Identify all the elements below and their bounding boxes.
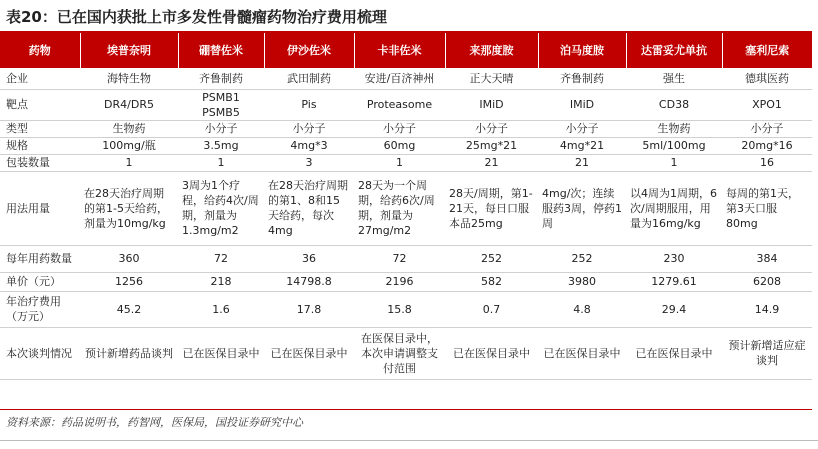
row-label: 本次谈判情况 [0,327,80,379]
table-cell: 3 [264,154,354,171]
table-title: 表20：已在国内获批上市多发性骨髓瘤药物治疗费用梳理 [6,8,387,26]
table-row [0,137,812,154]
column-header: 达雷妥尤单抗 [626,33,722,68]
table-cell: 25mg*21 [445,137,538,154]
table-cell: 安进/百济神州 [354,68,445,89]
table-cell: 生物药 [626,120,722,137]
row-label: 每年用药数量 [0,245,80,272]
row-label: 单价（元） [0,272,80,291]
table-cell: 4mg*21 [538,137,626,154]
source-note: 资料来源：药品说明书，药智网，医保局，国投证券研究中心 [6,416,303,429]
table-cell: 252 [538,245,626,272]
table-cell: 已在医保目录中 [538,327,626,379]
column-header: 埃普奈明 [80,33,178,68]
table-cell: 45.2 [80,291,178,327]
column-header: 硼替佐米 [178,33,264,68]
table-row [0,291,812,327]
table-cell: 预计新增适应症谈判 [722,327,812,379]
table-row [0,171,812,245]
table-cell: 6208 [722,272,812,291]
table-cell: 17.8 [264,291,354,327]
table-cell: 正大天晴 [445,68,538,89]
table-cell: 14798.8 [264,272,354,291]
table-cell: 582 [445,272,538,291]
table-cell: 20mg*16 [722,137,812,154]
table-cell: IMiD [445,89,538,120]
table-cell: 5ml/100mg [626,137,722,154]
table-cell: 384 [722,245,812,272]
table-cell: 预计新增药品谈判 [80,327,178,379]
column-header: 泊马度胺 [538,33,626,68]
column-header: 药物 [0,33,80,68]
table-cell: 小分子 [264,120,354,137]
table-cell: 3.5mg [178,137,264,154]
table-cell: 3980 [538,272,626,291]
table-cell: DR4/DR5 [80,89,178,120]
table-bottom-rule [0,409,812,410]
table-cell: 1 [178,154,264,171]
table-row [0,89,812,120]
table-row [0,154,812,171]
table-cell: 21 [445,154,538,171]
table-row [0,272,812,291]
row-label: 年治疗费用（万元） [0,291,80,327]
header-row [0,33,812,68]
table-row [0,68,812,89]
table-cell: 3周为1个疗程，给药4次/周期，剂量为1.3mg/m2 [178,171,264,245]
row-label: 用法用量 [0,171,80,245]
table-cell: 已在医保目录中 [626,327,722,379]
table-cell: 16 [722,154,812,171]
table-cell: PSMB1 PSMB5 [178,89,264,120]
table-cell: 2196 [354,272,445,291]
table-cell: 在28天治疗周期的第1、8和15天给药，每次4mg [264,171,354,245]
footer-rule [0,440,818,441]
column-header: 来那度胺 [445,33,538,68]
table-cell: 28天为一个周期，给药6次/周期，剂量为27mg/m2 [354,171,445,245]
table-cell: 36 [264,245,354,272]
column-header: 伊沙佐米 [264,33,354,68]
table-cell: IMiD [538,89,626,120]
table-cell: 1 [80,154,178,171]
table-cell: CD38 [626,89,722,120]
table-cell: 72 [354,245,445,272]
table-cell: 60mg [354,137,445,154]
table-cell: 小分子 [722,120,812,137]
table-cell: 齐鲁制药 [538,68,626,89]
table-cell: 29.4 [626,291,722,327]
table-cell: 已在医保目录中 [178,327,264,379]
table-cell: 已在医保目录中 [264,327,354,379]
table-cell: 武田制药 [264,68,354,89]
table-cell: 小分子 [445,120,538,137]
table-cell: 230 [626,245,722,272]
table-row [0,245,812,272]
table-cell: 小分子 [354,120,445,137]
table-cell: 小分子 [538,120,626,137]
table-cell: 0.7 [445,291,538,327]
table-cell: 海特生物 [80,68,178,89]
table-cell: 28天/周期，第1-21天，每日口服本品25mg [445,171,538,245]
table-cell: 强生 [626,68,722,89]
table-cell: 齐鲁制药 [178,68,264,89]
table-row [0,327,812,379]
table-cell: 1.6 [178,291,264,327]
table-cell: 21 [538,154,626,171]
table-cell: 218 [178,272,264,291]
table-cell: 已在医保目录中 [445,327,538,379]
table-cell: 1 [626,154,722,171]
table-cell: XPO1 [722,89,812,120]
table-cell: 1256 [80,272,178,291]
row-label: 包装数量 [0,154,80,171]
drug-cost-table [0,33,812,380]
table-cell: 生物药 [80,120,178,137]
table-cell: 4mg*3 [264,137,354,154]
table-cell: Proteasome [354,89,445,120]
table-cell: 15.8 [354,291,445,327]
column-header: 卡非佐米 [354,33,445,68]
table-cell: 以4周为1周期，6次/周期服用，用量为16mg/kg [626,171,722,245]
table-cell: 在28天治疗周期的第1-5天给药，剂量为10mg/kg [80,171,178,245]
row-label: 企业 [0,68,80,89]
row-label: 靶点 [0,89,80,120]
table-cell: 360 [80,245,178,272]
table-cell: 100mg/瓶 [80,137,178,154]
table-cell: 252 [445,245,538,272]
table-cell: 每周的第1天，第3天口服80mg [722,171,812,245]
table-cell: 1279.61 [626,272,722,291]
table-cell: 德琪医药 [722,68,812,89]
column-header: 塞利尼索 [722,33,812,68]
table-cell: 14.9 [722,291,812,327]
table-cell: Pis [264,89,354,120]
table-cell: 小分子 [178,120,264,137]
table-row [0,120,812,137]
table-cell: 在医保目录中，本次申请调整支付范围 [354,327,445,379]
table-cell: 4.8 [538,291,626,327]
row-label: 类型 [0,120,80,137]
table-cell: 1 [354,154,445,171]
table-cell: 72 [178,245,264,272]
row-label: 规格 [0,137,80,154]
table-cell: 4mg/次；连续服药3周，停药1周 [538,171,626,245]
